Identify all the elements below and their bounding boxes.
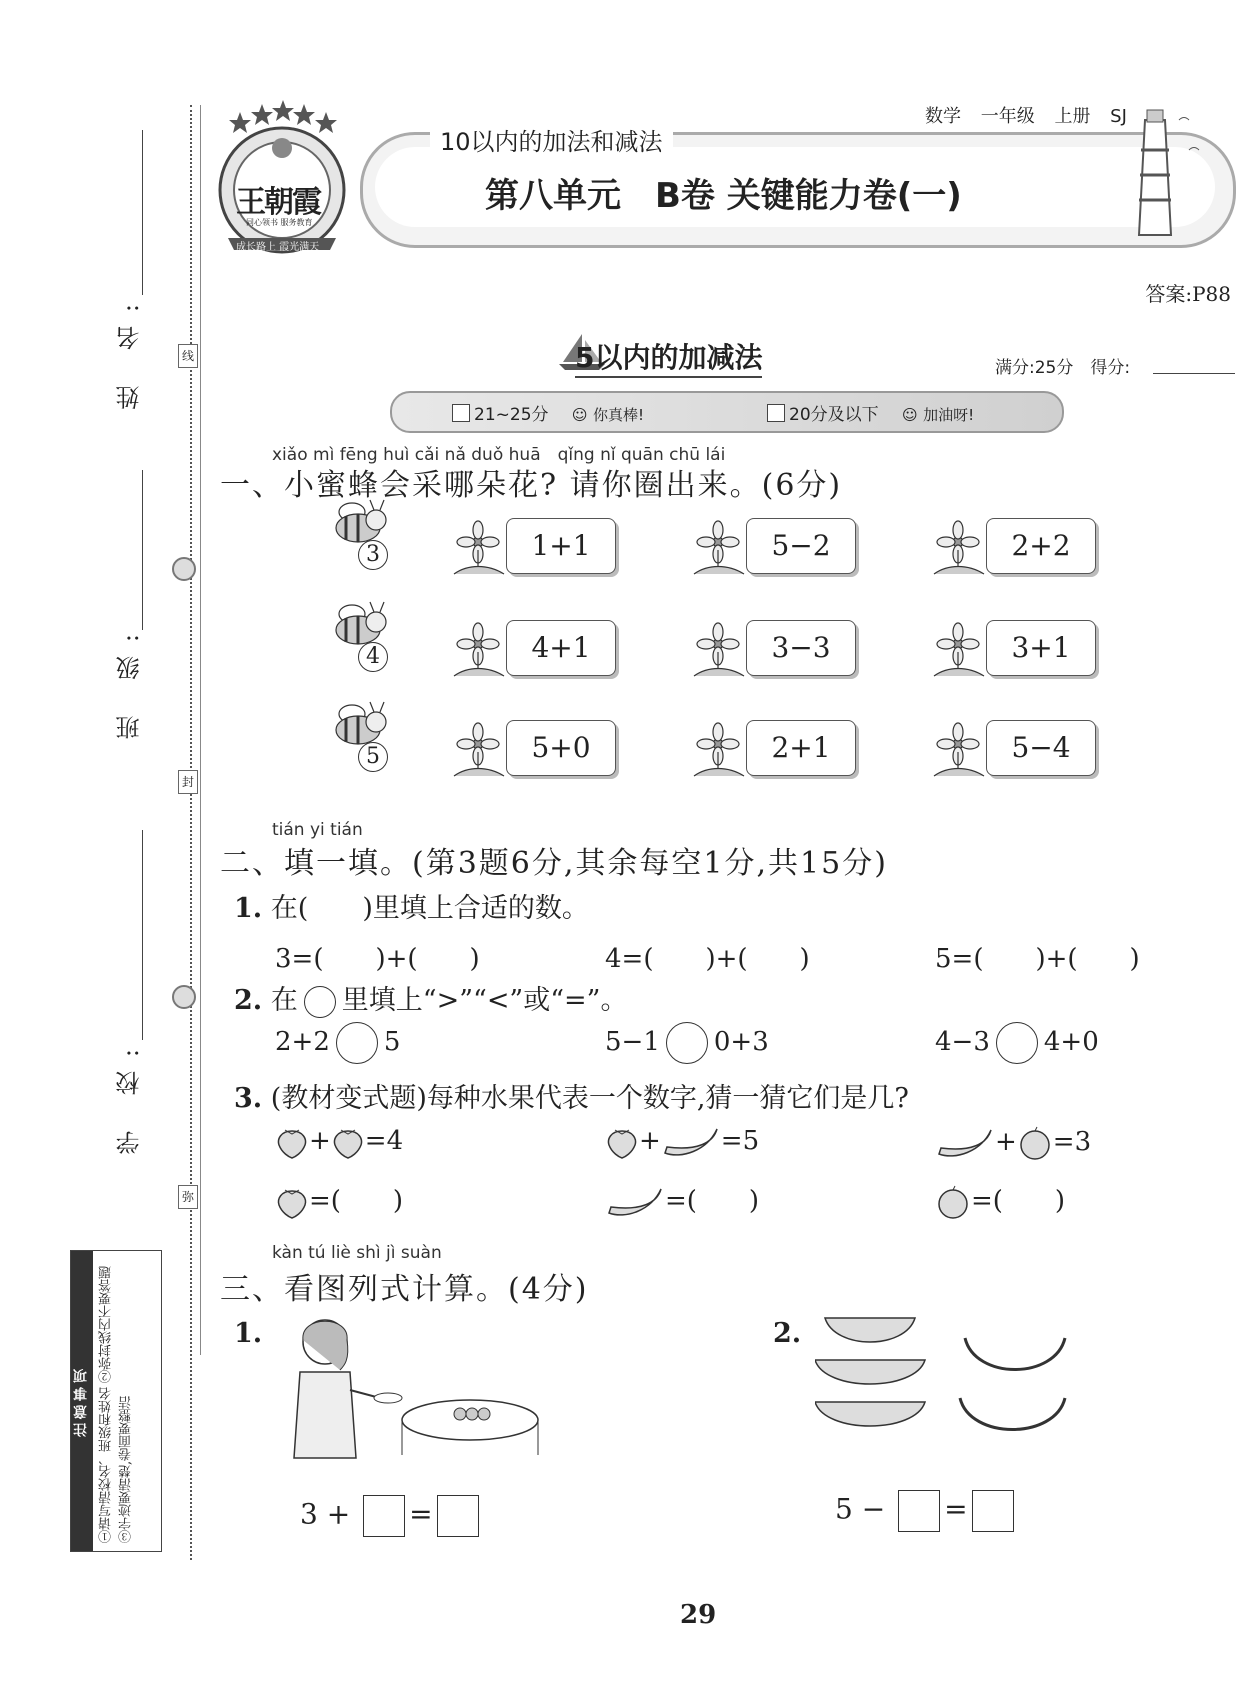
expr-right: 0+3 — [713, 1027, 769, 1057]
equals: = — [409, 1497, 433, 1531]
flower-option[interactable] — [928, 620, 1098, 678]
answer-circle[interactable] — [996, 1022, 1038, 1064]
flower-expression: 4+1 — [506, 620, 616, 676]
q2-p2-text-a: 在 — [270, 985, 298, 1016]
section-title: 5以内的加减法 — [575, 336, 762, 378]
flower-option[interactable] — [928, 518, 1098, 576]
q2-p3-number: 3. — [234, 1083, 263, 1114]
grade-b-comment: 加油呀! — [923, 406, 975, 424]
flower-option[interactable] — [448, 518, 618, 576]
binding-hole-icon — [172, 557, 196, 581]
notes-head: 注意事项 — [71, 1251, 93, 1551]
flower-expression: 2+1 — [746, 720, 856, 776]
q2-p2-expr-3 — [935, 1022, 1099, 1064]
q2-p2-number: 2. — [234, 985, 263, 1016]
answer-circle[interactable] — [336, 1022, 378, 1064]
compare-circle-icon — [304, 986, 336, 1018]
q3-pinyin: kàn tú liè shì jì suàn — [272, 1243, 442, 1263]
eq-result: =4 — [364, 1126, 404, 1156]
publisher-logo — [210, 100, 355, 260]
school-input-line[interactable] — [142, 830, 143, 1040]
fruit-ans-1[interactable] — [275, 1180, 403, 1219]
banana-icon — [605, 1185, 665, 1219]
name-input-line[interactable] — [142, 130, 143, 295]
q2-p1-expr-2[interactable]: 4=( )+( ) — [605, 944, 810, 974]
strawberry-icon — [275, 1125, 309, 1159]
page-title: 第八单元 B卷 关键能力卷(一) — [485, 176, 962, 216]
school-field — [112, 1035, 142, 1155]
smile-icon: ☺ — [571, 406, 588, 424]
watermelon-slices-illustration — [815, 1310, 1075, 1450]
equals: = — [944, 1492, 968, 1526]
answer-box[interactable] — [363, 1495, 405, 1537]
grade-bar — [390, 391, 1064, 433]
grade-a-label: 21~25分 — [474, 405, 549, 425]
score-info: 满分:25分 得分: — [995, 358, 1131, 378]
strawberry-icon — [331, 1125, 365, 1159]
flower-option[interactable] — [448, 620, 618, 678]
class-field — [112, 620, 142, 740]
flower-expression: 1+1 — [506, 518, 616, 574]
score-input-line[interactable] — [1153, 373, 1235, 374]
binding-solid-line — [200, 105, 201, 1355]
fruit-ans-2[interactable] — [605, 1180, 759, 1219]
page-number: 29 — [680, 1600, 717, 1630]
q3-title: 三、看图列式计算。(4分) — [220, 1272, 589, 1307]
fruit-eq-1 — [275, 1125, 403, 1159]
q2-p1-expr-3[interactable]: 5=( )+( ) — [935, 944, 1140, 974]
q2-p2-text-b: 里填上“>”“<”或“=”。 — [341, 985, 628, 1016]
seal-char-secret: 弥 — [178, 1185, 198, 1209]
flower-option[interactable] — [928, 720, 1098, 778]
notes-text: ①请写清校名、班级和姓名 ②弥封线内不要答题 ③字迹要清楚,卷面要整洁 — [99, 1265, 134, 1543]
grade-a — [452, 400, 644, 425]
answer-reference: 答案:P88 — [1145, 282, 1231, 306]
strawberry-icon — [275, 1185, 309, 1219]
q2-pinyin: tián yi tián — [272, 820, 363, 840]
bee-number: 4 — [358, 642, 388, 672]
eq-result: =5 — [720, 1126, 760, 1156]
q2-p2-expr-1 — [275, 1022, 400, 1064]
fruit-eq-2 — [605, 1125, 759, 1159]
answer-box[interactable] — [437, 1495, 479, 1537]
grade-b — [767, 400, 974, 425]
girl-serving-buns-illustration — [270, 1310, 540, 1460]
q3-p2-op: − — [861, 1492, 886, 1526]
subject-label: 数学 一年级 上册 SJ — [925, 106, 1127, 127]
q3-p2-a: 5 — [835, 1492, 853, 1526]
expr-right: 4+0 — [1043, 1027, 1099, 1057]
apple-icon — [1017, 1125, 1053, 1161]
fruit-ans-3[interactable] — [935, 1180, 1065, 1220]
answer-circle[interactable] — [666, 1022, 708, 1064]
q2-p3 — [234, 1076, 909, 1115]
lighthouse-icon — [1115, 100, 1205, 240]
class-label: 班 级: — [116, 620, 144, 740]
binding-dotted-line — [190, 105, 192, 1560]
answer-blank[interactable]: =( ) — [971, 1186, 1066, 1216]
seal-char-seal: 封 — [178, 770, 198, 794]
expr-right: 5 — [383, 1027, 401, 1057]
apple-icon — [935, 1184, 971, 1220]
q3-p1-equation — [300, 1495, 483, 1537]
flower-expression: 2+2 — [986, 518, 1096, 574]
logo-sub: 同心领书 服务教育 — [246, 218, 313, 227]
q2-p2-expr-2 — [605, 1022, 769, 1064]
plus: + — [995, 1127, 1017, 1157]
answer-box[interactable] — [898, 1490, 940, 1532]
answer-blank[interactable]: =( ) — [665, 1186, 760, 1216]
logo-text: 王朝霞 — [236, 185, 320, 220]
plus: + — [639, 1126, 661, 1156]
q3-p1-a: 3 — [300, 1497, 318, 1531]
answer-box[interactable] — [972, 1490, 1014, 1532]
flower-expression: 5+0 — [506, 720, 616, 776]
banana-icon — [661, 1125, 721, 1159]
expr-left: 4−3 — [935, 1027, 990, 1057]
q1-title: 一、小蜜蜂会采哪朵花? 请你圈出来。(6分) — [220, 468, 843, 503]
q2-p1-expr-1[interactable]: 3=( )+( ) — [275, 944, 480, 974]
seal-char-line: 线 — [178, 344, 198, 368]
fruit-eq-3 — [935, 1125, 1091, 1161]
bee-5 — [330, 700, 400, 780]
flower-option[interactable] — [688, 518, 858, 576]
flower-expression: 3−3 — [746, 620, 856, 676]
notes-box — [70, 1250, 162, 1552]
q3-p2-equation — [835, 1490, 1018, 1532]
flower-option[interactable] — [448, 720, 618, 778]
answer-blank[interactable]: =( ) — [309, 1186, 404, 1216]
grade-b-label: 20分及以下 — [789, 405, 879, 425]
logo-slogan: 成长路上 霞光满天 — [236, 242, 320, 253]
q2-p1-number: 1. — [234, 893, 263, 924]
expr-left: 2+2 — [275, 1027, 330, 1057]
class-input-line[interactable] — [142, 470, 143, 630]
banana-icon — [935, 1126, 995, 1160]
grade-a-comment: 你真棒! — [592, 406, 644, 424]
flower-option[interactable] — [688, 620, 858, 678]
cheer-icon: ☺ — [902, 406, 918, 424]
grade-b-checkbox[interactable] — [767, 404, 785, 422]
flower-expression: 5−2 — [746, 518, 856, 574]
flower-expression: 3+1 — [986, 620, 1096, 676]
bee-3 — [330, 498, 400, 578]
q2-p1-text: 在( )里填上合适的数。 — [270, 893, 589, 924]
q3-p1-number: 1. — [234, 1318, 263, 1349]
q2-title: 二、填一填。(第3题6分,其余每空1分,共15分) — [220, 846, 888, 881]
bee-number: 5 — [358, 742, 388, 772]
q2-p3-text: (教材变式题)每种水果代表一个数字,猜一猜它们是几? — [270, 1083, 909, 1114]
school-label: 学 校: — [116, 1035, 144, 1155]
q2-p1 — [234, 886, 589, 925]
q3-p2-number: 2. — [773, 1318, 802, 1349]
bee-number: 3 — [358, 540, 388, 570]
expr-left: 5−1 — [605, 1027, 660, 1057]
strawberry-icon — [605, 1125, 639, 1159]
grade-a-checkbox[interactable] — [452, 404, 470, 422]
bee-4 — [330, 600, 400, 680]
topic-label: 10以内的加法和减法 — [430, 122, 673, 157]
q2-p2 — [234, 978, 627, 1018]
name-field — [112, 290, 142, 410]
q3-p1-op: + — [326, 1497, 351, 1531]
name-label: 姓 名: — [116, 290, 144, 410]
flower-option[interactable] — [688, 720, 858, 778]
flower-expression: 5−4 — [986, 720, 1096, 776]
eq-result: =3 — [1052, 1127, 1092, 1157]
binding-hole-icon — [172, 985, 196, 1009]
q1-pinyin: xiǎo mì fēng huì cǎi nǎ duǒ huā qǐng nǐ quān chū lái — [272, 445, 726, 465]
plus: + — [309, 1126, 331, 1156]
